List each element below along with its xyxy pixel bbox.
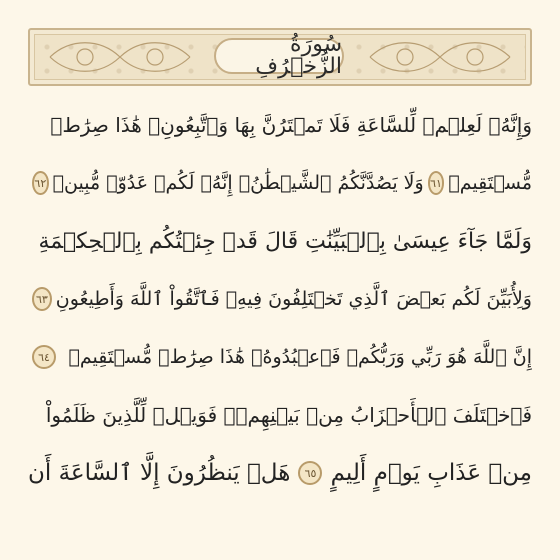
verse-line (28, 444, 532, 502)
verse-text: إِنَّ ٱللَّهَ هُوَ رَبِّي وَرَبُّكُمۡ فَٱعۡبُدُوهُۚ هَٰذَا صِرَٰطٞ مُّسۡتَقِيمٞ (68, 346, 532, 368)
ayah-number-marker: ٦٢ (32, 171, 49, 195)
ayah-number-marker: ٦٣ (32, 287, 52, 311)
verse-line (28, 328, 532, 386)
ayah-number-marker: ٦١ (428, 171, 445, 195)
verse-text: وَلَا يَصُدَّنَّكُمُ ٱلشَّيۡطَٰنُۖ إِنَّهُۥ لَكُمۡ عَدُوّٞ مُّبِينٞ (52, 172, 424, 194)
surah-title-plate (214, 32, 344, 79)
verse-line (28, 270, 532, 328)
verse-text: وَلَمَّا جَآءَ عِيسَىٰ بِٱلۡبَيِّنَٰتِ قَالَ قَدۡ جِئۡتُكُم بِٱلۡحِكۡمَةِ (38, 228, 532, 254)
verse-text: وَلِأُبَيِّنَ لَكُم بَعۡضَ ٱلَّذِي تَخۡتَلِفُونَ فِيهِۖ فَٱتَّقُواْ ٱللَّهَ وَأَطِيعُونِ (55, 288, 532, 310)
verse-text: مُّسۡتَقِيمٞ (448, 172, 532, 194)
verse-text: هَلۡ يَنظُرُونَ إِلَّا ٱلسَّاعَةَ أَن (28, 460, 291, 486)
surah-title: سُورَةُ الزُّخۡرُفِ (255, 32, 342, 79)
ayah-number-marker: ٦٤ (32, 345, 56, 369)
verse-line (28, 96, 532, 154)
verse-text: وَإِنَّهُۥ لَعِلۡمٞ لِّلسَّاعَةِ فَلَا تَمۡتَرُنَّ بِهَا وَٱتَّبِعُونِۚ هَٰذَا صِرَٰطٞ (50, 113, 532, 137)
verse-line (28, 154, 532, 212)
verse-text: فَٱخۡتَلَفَ ٱلۡأَحۡزَابُ مِنۢ بَيۡنِهِمۡۖ فَوَيۡلٞ لِّلَّذِينَ ظَلَمُواْ (45, 403, 532, 427)
ayah-number-marker: ٦٥ (298, 461, 322, 485)
surah-header-ornament (28, 28, 532, 86)
verse-line (28, 386, 532, 444)
verse-text: مِنۡ عَذَابِ يَوۡمٍ أَلِيمٍ (330, 460, 532, 486)
verse-lines (28, 96, 532, 502)
verse-line (28, 212, 532, 270)
